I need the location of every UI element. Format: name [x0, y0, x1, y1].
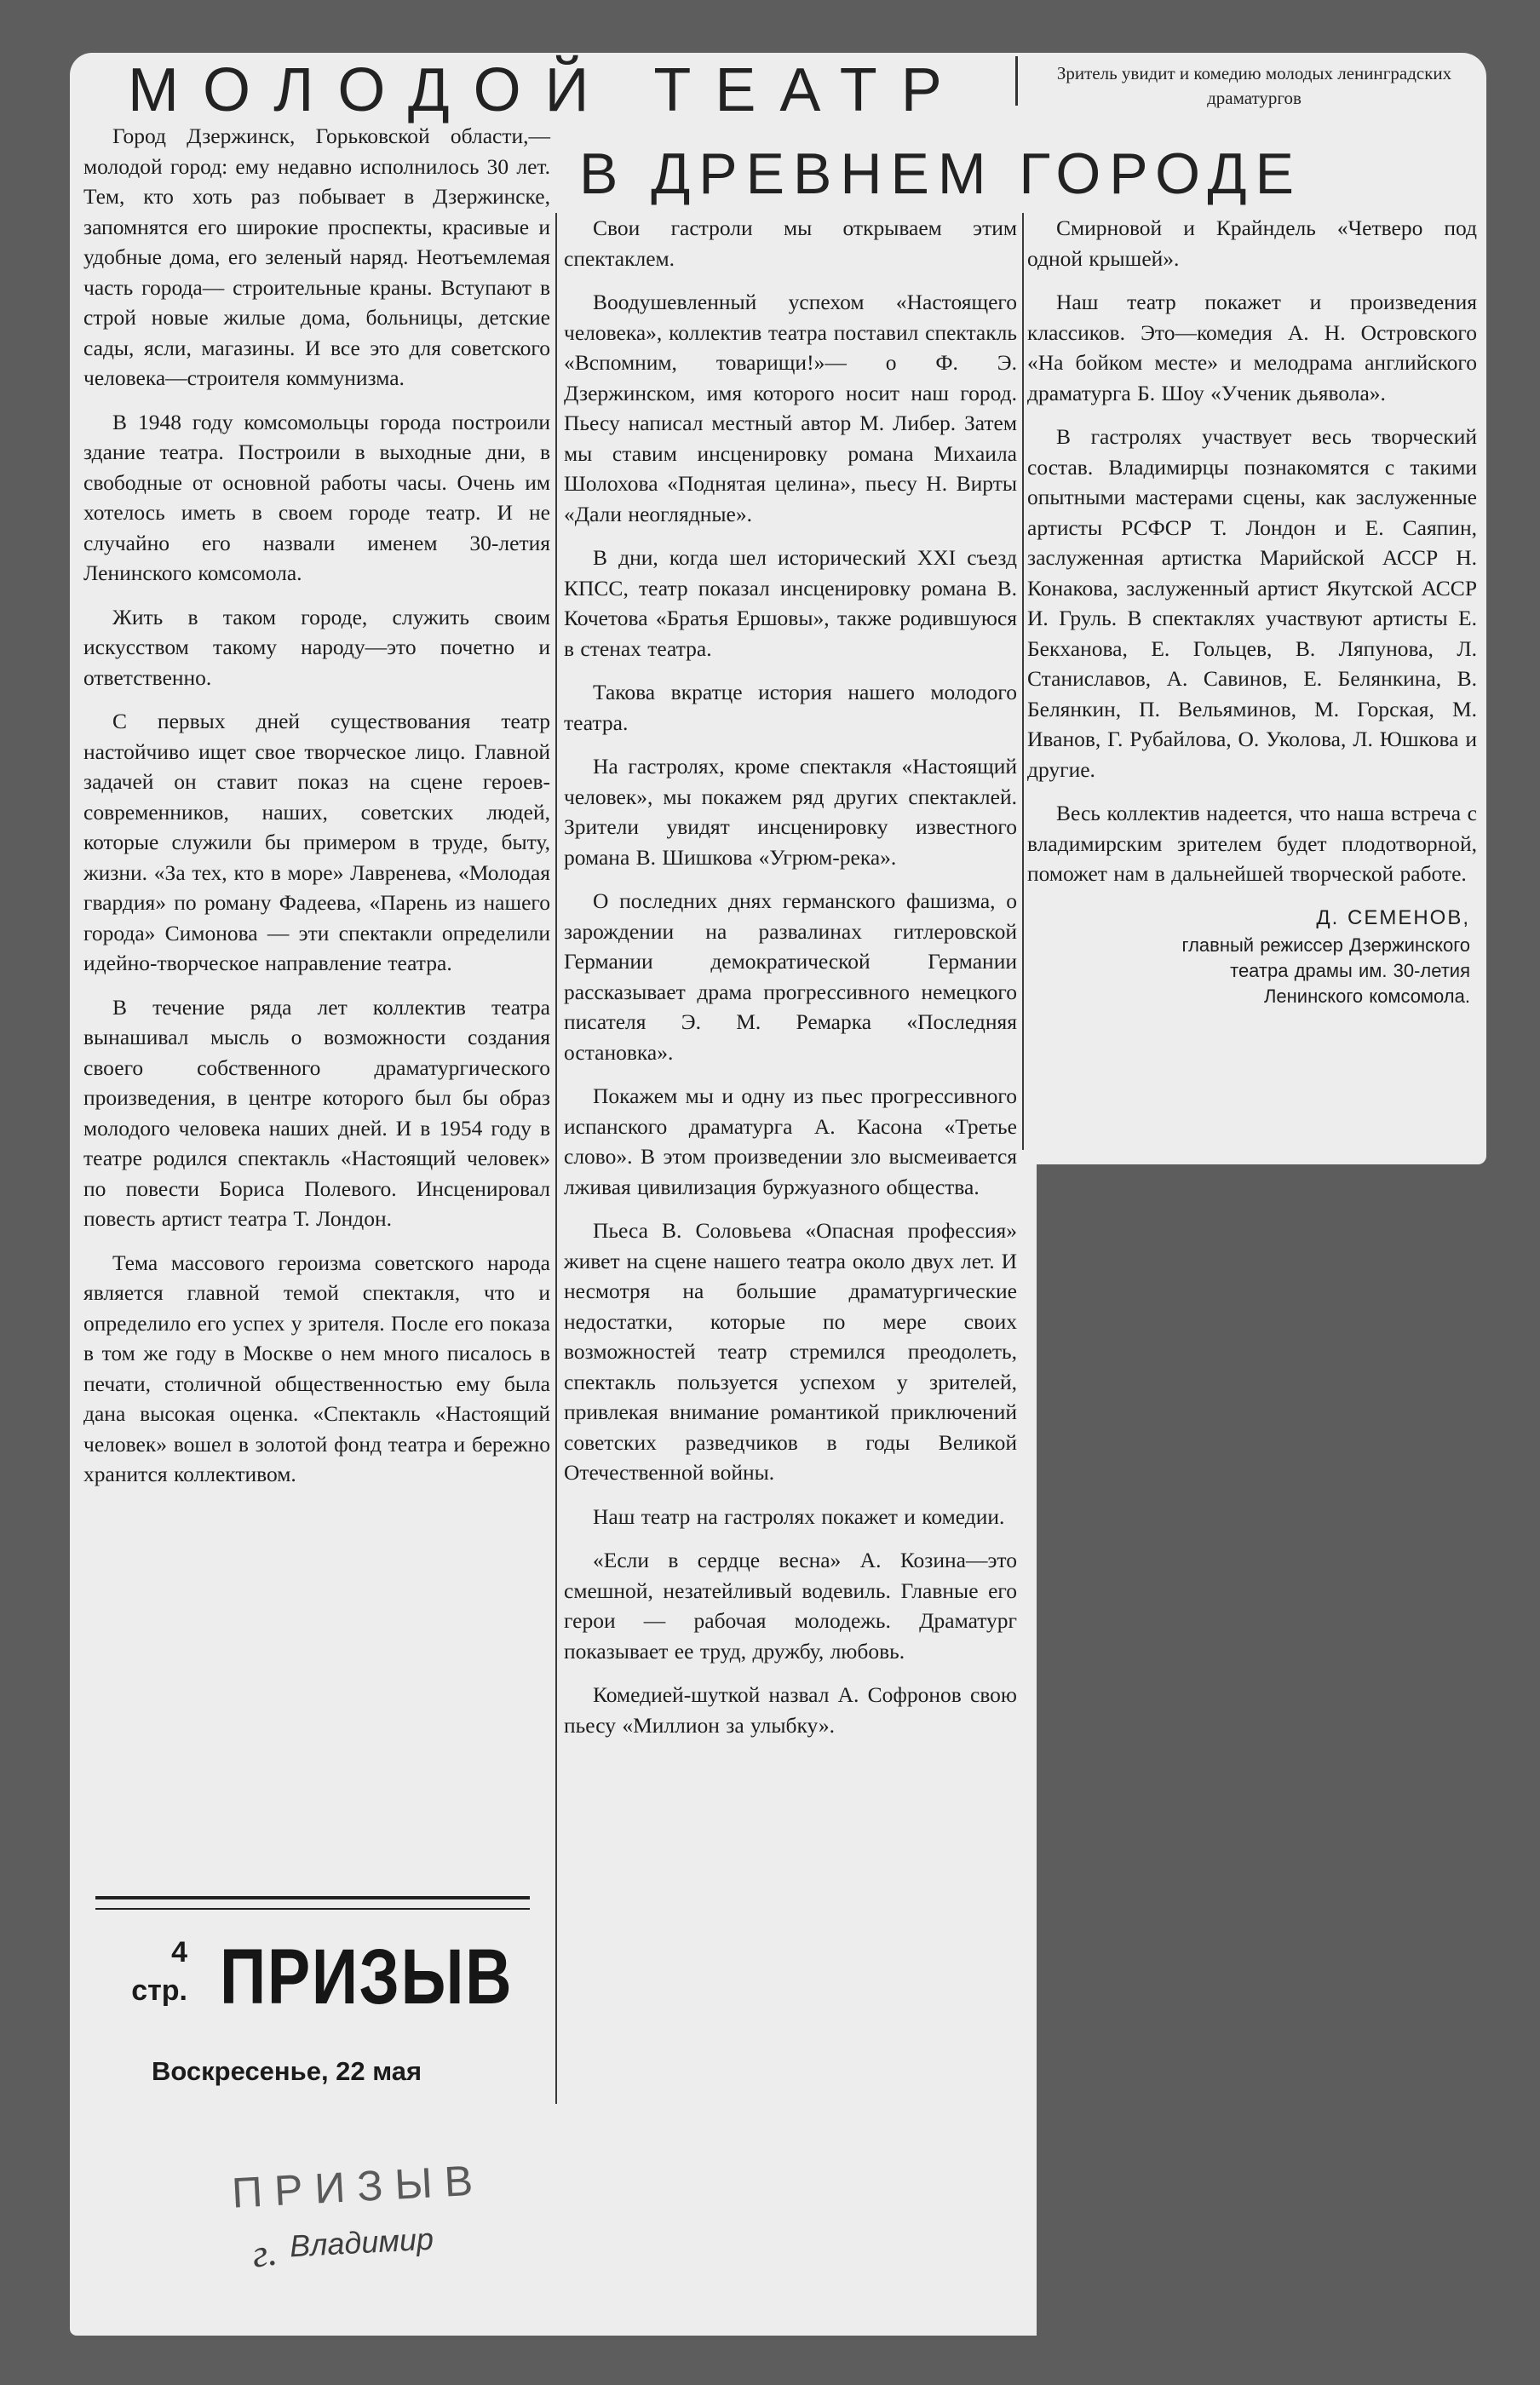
stamp-letter: г. [249, 2229, 280, 2276]
paragraph: В гастролях участвует весь творческий состав. Владимирцы познакомятся с такими опытными мастерами сцены, как заслуженные артисты РСФСР Т. Лондон и Е. Саяпин, заслуженная артистка Марийской АССР Н. Конакова, заслуженный артист Якутской АССР И. Груль. В спектаклях участвуют артисты Е. Бекханова, Е. Гольцев, В. Ляпунова, Л. Станиславов, А. Савинов, Е. Белянкина, В. Белянкин, П. Вельяминов, М. Горская, М. Иванов, Г. Рубайлова, О. Уколова, Л. Юшкова и другие. [1027, 424, 1477, 782]
headline-line-2: В ДРЕВНЕМ ГОРОДЕ [579, 141, 1302, 206]
paragraph: Комедией-шуткой назвал А. Софронов свою пьесу «Миллион за улыбку». [564, 1682, 1017, 1738]
paragraph: В течение ряда лет коллектив театра вынашивал мысль о возможности создания своего собственного драматургического произведения, в центре которого был бы образ молодого человека наших дней. И в 1954 году в театре родился спектакль «Настоящий человек» по повести Бориса Полевого. Инсценировал повесть артист театра Т. Лондон. [83, 994, 550, 1231]
subheadline: Зритель увидит и комедию молодых ленинградских драматургов [1056, 63, 1452, 108]
article-column-3 [1027, 213, 1477, 1009]
issue-date: Воскресенье, 22 мая [152, 2056, 422, 2086]
newspaper-masthead: ПРИЗЫВ [220, 1934, 514, 2020]
paragraph: Жить в таком городе, служить своим искусством такому народу—это почетно и ответственно. [83, 604, 550, 690]
page-label: стр. [131, 1974, 187, 2007]
paragraph: Такова вкратце история нашего молодого театра. [564, 680, 1017, 735]
paragraph: Наш театр на гастролях покажет и комедии. [593, 1503, 1005, 1529]
paragraph: Пьеса В. Соловьева «Опасная профессия» живет на сцене нашего театра около двух лет. И несмотря на большие драматургические недостатки, которые по мере своих возможностей театр стремился преодолеть, спектакль пользуется успехом у зрителей, привлекая внимание романтикой приключений советских разведчиков в годы Великой Отечественной войны. [564, 1218, 1017, 1485]
paragraph: О последних днях германского фашизма, о зарождении на развалинах гитлеровской Германии демократической Германии рассказывает драма прогрессивного немецкого писателя Э. М. Ремарка «Последняя остановка». [564, 888, 1017, 1065]
paragraph: Весь коллектив надеется, что наша встреча с владимирским зрителем будет плодотворной, поможет нам в дальнейшей творческой работе. [1027, 801, 1477, 886]
paragraph: На гастролях, кроме спектакля «Настоящий человек», мы покажем ряд других спектаклей. Зрители увидят инсценировку известного романа В. Шишкова «Угрюм-река». [564, 754, 1017, 870]
paragraph: «Если в сердце весна» А. Козина—это смешной, незатейливый водевиль. Главные его герои — рабочая молодежь. Драматург показывает ее труд, дружбу, любовь. [564, 1548, 1017, 1664]
column-separator-1 [555, 213, 557, 2104]
stamp-city: Владимир [289, 2221, 434, 2264]
footer-rule [95, 1896, 530, 1910]
paragraph: Наш театр покажет и произведения классиков. Это—комедия А. Н. Островского «На бойком месте» и мелодрама английского драматурга Б. Шоу «Ученик дьявола». [1027, 290, 1477, 405]
paragraph: Город Дзержинск, Горьковской области,— молодой город: ему недавно исполнилось 30 лет. Тем, кто хоть раз побывает в Дзержинске, запомнятся его широкие проспекты, красивые и удобные дома, его зеленый наряд. Неотъемлемая часть города— строительные краны. Вступают в строй новые жилые дома, больницы, детские сады, ясли, магазины. И все это для советского человека—строителя коммунизма. [83, 124, 550, 390]
paragraph: Тема массового героизма советского народа является главной темой спектакля, что и определило его успех у зрителя. После его показа в том же году в Москве о нем много писалось в печати, столичной общественностью ему была дана высокая оценка. «Спектакль «Настоящий человек» вошел в золотой фонд театра и бережно хранится коллективом. [83, 1250, 550, 1486]
page-number: 4 [171, 1936, 187, 1968]
article-column-1 [83, 121, 550, 1503]
author-title-line-1: главный режиссер Дзержинского [1181, 934, 1470, 956]
paragraph: В 1948 году комсомольцы города построили здание театра. Построили в выходные дни, в свободные от основной работы часы. Очень им хотелось иметь в своем городе театр. И не случайно его назвали именем 30-летия Ленинского комсомола. [83, 409, 550, 585]
paragraph: Свои гастроли мы открываем этим спектаклем. [564, 216, 1017, 271]
paragraph: С первых дней существования театр настойчиво ищет свое творческое лицо. Главной задачей он ставит показ на сцене героев-современников, наших, советских людей, которые служили бы примером в труде, быту, жизни. «За тех, кто в море» Лавренева, «Молодая гвардия» по роману Фадеева, «Парень из нашего города» Симонова — эти спектакли определили идейно-творческое направление театра. [83, 709, 550, 975]
column-separator-2 [1022, 213, 1024, 1150]
stamp-newspaper-name: ПРИЗЫВ [230, 2156, 486, 2217]
author-signature [1027, 903, 1477, 1010]
headline-divider [1015, 56, 1018, 106]
paragraph: Покажем мы и одну из пьес прогрессивного испанского драматурга А. Касона «Третье слово». В этом произведении зло высмеивается лживая цивилизация буржуазного общества. [564, 1083, 1017, 1199]
article-column-2 [564, 213, 1017, 1754]
paragraph: Воодушевленный успехом «Настоящего человека», коллектив театра поставил спектакль «Вспомним, товарищи!»— о Ф. Э. Дзержинском, имя которого носит наш город. Пьесу написал местный автор М. Либер. Затем мы ставим инсценировку романа Михаила Шолохова «Поднятая целина», пьесу Н. Вирты «Дали неоглядные». [564, 290, 1017, 526]
headline-line-1: МОЛОДОЙ ТЕАТР [128, 56, 966, 124]
paragraph: В дни, когда шел исторический XXI съезд КПСС, театр показал инсценировку романа В. Кочетова «Братья Ершовы», также родившуюся в стенах театра. [564, 545, 1017, 661]
author-title-line-3: Ленинского комсомола. [1263, 986, 1470, 1007]
author-title-line-2: театра драмы им. 30-летия [1230, 960, 1470, 981]
author-name: Д. СЕМЕНОВ, [1316, 905, 1470, 929]
paragraph: Смирновой и Крайндель «Четверо под одной крышей». [1027, 216, 1477, 271]
